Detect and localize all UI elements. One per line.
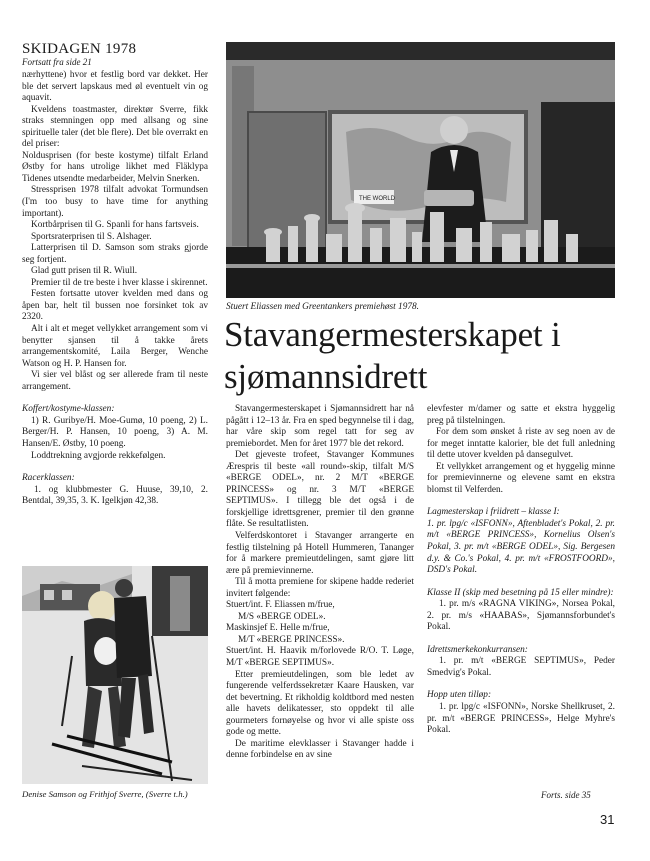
continued-from-note: Fortsatt fra side 21 — [22, 57, 92, 67]
map-world-label: THE WORLD — [359, 196, 395, 202]
ski-couple-image — [22, 566, 208, 784]
paragraph: Klasse II (skip med besetning på 15 eller mindre): — [427, 587, 614, 598]
paragraph: Noldusprisen (for beste kostyme) tilfalt Erland Østby for hans utrolige likhet med Fläklypa Tidenes utsendte medarbeider, Melvin Snerken. — [22, 150, 208, 184]
article-column-2 — [427, 404, 615, 737]
paragraph: Idrettsmerkekonkurransen: — [427, 644, 528, 655]
paragraph: 1. pr. m/t «BERGE SEPTIMUS», Peder Smedvig's Pokal. — [427, 656, 615, 678]
paragraph: Det gjeveste trofeet, Stavanger Kommunes Ærespris til beste «all round»-skip, tilfalt M/S «BERGE ODEL», nr. 2 M/T «BERGE PRINCESS» og nr. 3 M/T «BERGE SEPTIMUS». I tillegg ble det også i de forskjellige idrettsgrener, premier til den grønne flåte. Se resultatlisten. — [226, 450, 414, 530]
paragraph: Alt i alt et meget vellykket arrangement som vi benytter sjansen til å takke årets arrangementskomité, Laila Berger, Wenche Watson og H. P. Hansen for. — [22, 324, 208, 369]
paragraph: Latterprisen til D. Samson som straks gjorde seg fortjent. — [22, 243, 208, 265]
trophy-photo — [226, 42, 615, 298]
paragraph: Til å motta premiene for skipene hadde rederiet invitert følgende: — [226, 577, 414, 599]
paragraph: M/T «BERGE PRINCESS». — [238, 634, 345, 645]
paragraph: nærhyttene) hvor et festlig bord var dekket. Her ble det servert lapskaus med øl eventuelt vin og aquavit. — [22, 70, 208, 104]
paragraph: Hopp uten tilløp: — [427, 690, 492, 701]
article-column-1 — [226, 404, 414, 762]
paragraph: Stuert/int. H. Haavik m/forlovede R/O. T. Løge, M/T «BERGE SEPTIMUS». — [226, 646, 414, 669]
paragraph: For dem som ønsket å riste av seg noen av de for meget inntatte kalorier, ble det full anledning til dette utover kvelden på dansegulvet. — [427, 427, 615, 461]
trophy-table-image — [226, 42, 615, 298]
paragraph: Loddtrekning avgjorde rekkefølgen. — [31, 450, 166, 461]
paragraph: elevfester m/damer og satte et ekstra hyggelig preg på tilstelningen. — [427, 404, 615, 426]
paragraph: Kortbårprisen til G. Spanli for hans fartsveis. — [31, 220, 199, 231]
skidagen-heading: SKIDAGEN 1978 — [22, 41, 137, 57]
skidagen-text — [22, 70, 208, 508]
paragraph: 1) R. Guribye/H. Moe-Gumø, 10 poeng, 2) L. Berger/H. P. Hansen, 10 poeng, 3) A. M. Hansen/E. Østby, 10 poeng. — [22, 415, 208, 449]
ski-photo-caption: Denise Samson og Frithjof Sverre, (Sverre t.h.) — [22, 789, 188, 799]
paragraph: Koffert/kostyme-klassen: — [22, 404, 115, 415]
paragraph: Glad gutt prisen til R. Wiull. — [31, 266, 138, 277]
paragraph: Vi sier vel blåst og ser allerede fram til neste arrangement. — [22, 370, 208, 392]
paragraph: Stuert/int. F. Eliassen m/frue, — [226, 600, 335, 611]
paragraph: Premier til de tre beste i hver klasse i skirennet. — [31, 277, 208, 288]
article-title: Stavangermesterskapet i sjømannsidrett — [224, 315, 561, 396]
paragraph: M/S «BERGE ODEL». — [238, 611, 326, 622]
paragraph: 1. pr. lpg/c «ISFONN», Aftenbladet's Pokal, 2. pr. m/t «BERGE PRINCESS», Kornelius Olsen's Pokal, 3. pr. m/t «BERGE ODEL», Sig. Bergesen d.y. & Co.'s Pokal, 4. pr. m/t «FROSTFOORD», DSD's Pokal. — [427, 518, 615, 576]
paragraph: Racerklassen: — [22, 473, 75, 484]
paragraph: Stressprisen 1978 tilfalt advokat Tormundsen (I'm too busy to have time for anything important). — [22, 185, 208, 219]
paragraph: Maskinsjef E. Helle m/frue, — [226, 623, 330, 634]
page-number: 31 — [600, 812, 615, 827]
paragraph: Kveldens toastmaster, direktør Sverre, fikk straks stemningen opp med allsang og sine spirituelle taler (det ble flere). Det ble overrakt en del priser: — [22, 104, 208, 150]
paragraph: 1. pr. m/s «RAGNA VIKING», Norsea Pokal, 2. pr. m/s «HAABAS», Sjømannsforbundet's Pokal. — [427, 599, 615, 633]
paragraph: Sportsraterprisen til S. Alshager. — [31, 231, 152, 242]
paragraph: Stavangermesterskapet i Sjømannsidrett har nå pågått i 12–13 år. Fra en sped begynnelse til i dag, har våre skip som regel tatt for seg av premiebordet. Men for året 1977 ble det rekord. — [226, 404, 414, 449]
continued-on-note: Forts. side 35 — [541, 790, 591, 800]
paragraph: De maritime elevklasser i Stavanger hadde i denne forbindelse en av sine — [226, 738, 414, 761]
trophy-photo-caption: Stuert Eliassen med Greentankers premiehøst 1978. — [226, 302, 419, 312]
paragraph: Etter premieutdelingen, som ble ledet av fungerende velferdssekretær Kaare Hausken, var det bevertning. Et rikholdig koldtbord med nesten alle havets delikatesser, sto oppdekt til alle gourmeters fornøyelse og hvor vi alle spiste oss gode og mette. — [226, 669, 414, 738]
paragraph: Et vellykket arrangement og et hyggelig minne for premievinnerne og elevene samt en ekstra blomst til Velferden. — [427, 461, 615, 495]
paragraph: 1. og klubbmester G. Huuse, 39,10, 2. Bentdal, 39,35, 3. K. Igelkjøn 42,38. — [22, 484, 208, 507]
paragraph: 1. pr. lpg/c «ISFONN», Norske Shellkruset, 2. pr. m/t «BERGE PRINCESS», Helge Myhre's Pokal. — [427, 702, 615, 736]
paragraph: Lagmesterskap i friidrett – klasse I: — [427, 507, 560, 518]
paragraph: Velferdskontoret i Stavanger arrangerte en festlig tilstelning på Hotell Hummeren, Tananger for å markere premieutdelingen, samt gjøre litt ære på premievinnerne. — [226, 531, 414, 576]
paragraph: Festen fortsatte utover kvelden med dans og åpen bar, helt til bussen noe forsinket tok av 2320. — [22, 289, 208, 323]
ski-photo — [22, 566, 208, 784]
